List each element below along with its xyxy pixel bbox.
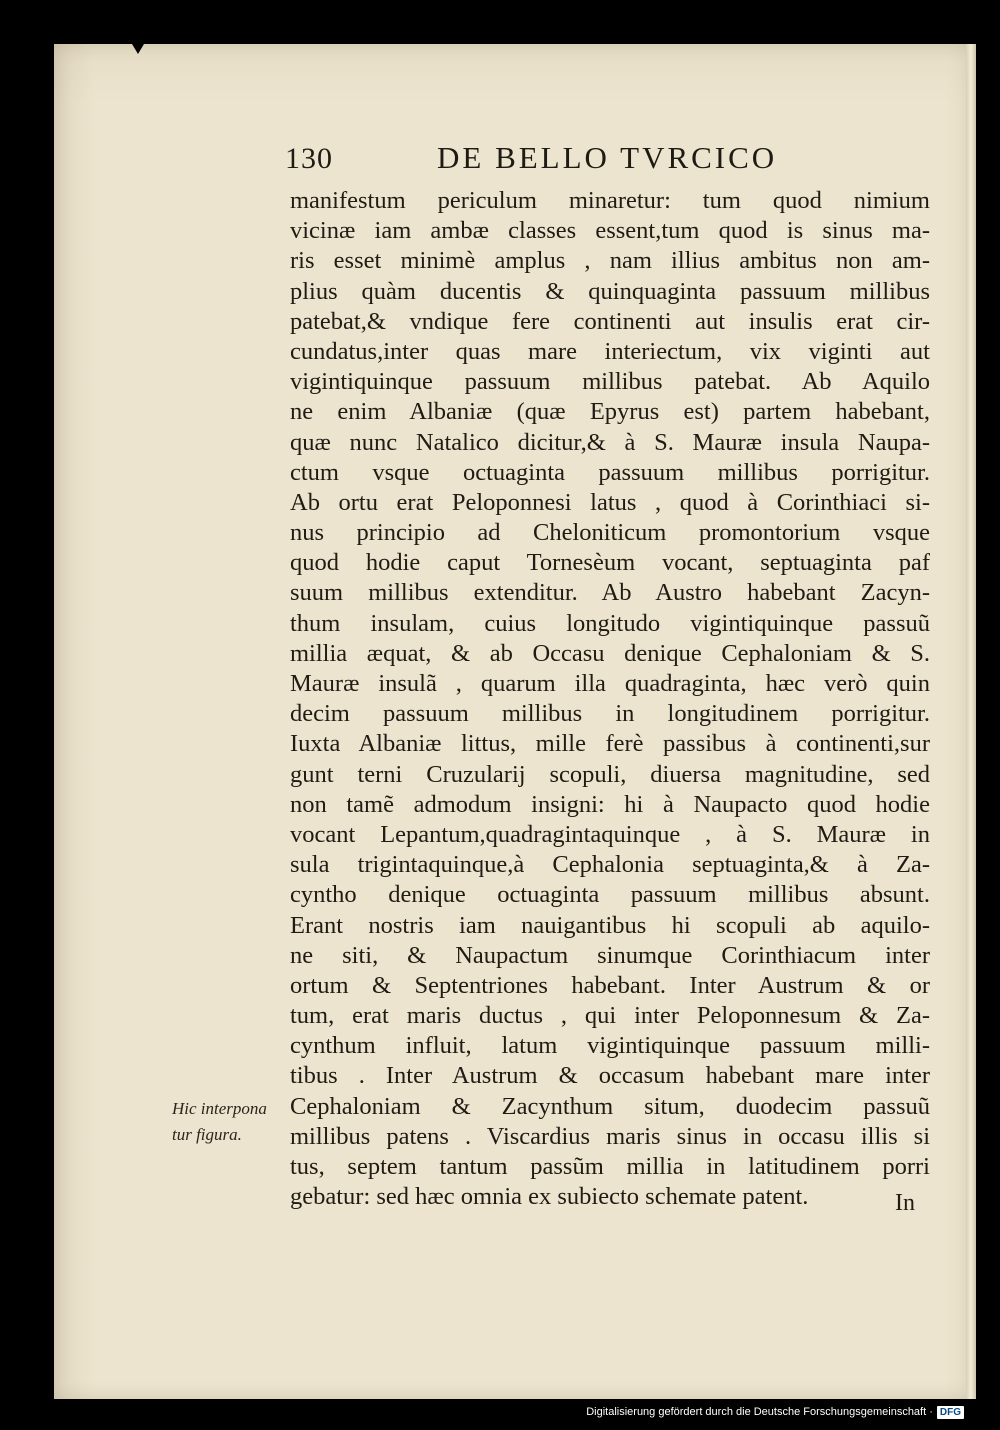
catchword: In <box>895 1190 915 1216</box>
text-line: Cephaloniam & Zacynthum situm, duodecim passuũ <box>290 1092 930 1120</box>
text-line: cyntho denique octuaginta passuum millibus absunt. <box>290 881 930 909</box>
text-line: vocant Lepantum,quadragintaquinque , à S. Mauræ in <box>290 820 930 848</box>
text-line: tum, erat maris ductus , qui inter Peloponnesum & Za- <box>290 1002 930 1030</box>
marginal-note <box>172 1096 292 1148</box>
text-line: cundatus,inter quas mare interiectum, vix viginti aut <box>290 337 930 365</box>
text-line: vigintiquinque passuum millibus patebat. Ab Aquilo <box>290 368 930 396</box>
text-line: tibus . Inter Austrum & occasum habebant mare inter <box>290 1062 930 1090</box>
text-line: gebatur: sed hæc omnia ex subiecto schemate patent. <box>290 1183 809 1211</box>
text-line: suum millibus extenditur. Ab Austro habebant Zacyn- <box>290 579 930 607</box>
text-line: decim passuum millibus in longitudinem porrigitur. <box>290 700 930 728</box>
text-line: non tamẽ admodum insigni: hi à Naupacto quod hodie <box>290 790 930 818</box>
dfg-logo-icon: DFG <box>937 1406 964 1419</box>
digitization-credit <box>586 1404 964 1420</box>
text-line: Mauræ insulã , quarum illa quadraginta, hæc verò quin <box>290 670 930 697</box>
marginal-note-line: tur figura. <box>172 1125 242 1144</box>
text-line: tus, septem tantum passũm millia in latitudinem porri <box>290 1153 930 1180</box>
page-number: 130 <box>285 142 333 175</box>
text-line: quæ nunc Natalico dicitur,& à S. Mauræ insula Naupa- <box>290 428 930 456</box>
text-line: millibus patens . Viscardius maris sinus in occasu illis si <box>290 1122 930 1150</box>
text-line: ris esset minimè amplus , nam illius ambitus non am- <box>290 247 930 275</box>
text-line: cynthum influit, latum vigintiquinque passuum milli- <box>290 1032 930 1060</box>
text-line: manifestum periculum minaretur: tum quod nimium <box>290 187 930 214</box>
body-text <box>290 186 930 1212</box>
corner-mark-icon <box>132 44 144 54</box>
page-header <box>285 140 805 180</box>
text-line: plius quàm ducentis & quinquaginta passuum millibus <box>290 277 930 305</box>
page-edge <box>966 44 976 1399</box>
text-line: millia æquat, & ab Occasu denique Cephaloniam & S. <box>290 639 930 667</box>
text-line: ne siti, & Naupactum sinumque Corinthiacum inter <box>290 941 930 969</box>
text-line: thum insulam, cuius longitudo vigintiquinque passuũ <box>290 609 930 637</box>
running-title: DE BELLO TVRCICO <box>437 140 778 175</box>
text-line: Iuxta Albaniæ littus, mille ferè passibus à continenti,sur <box>290 730 930 758</box>
text-line: Erant nostris iam nauigantibus hi scopuli ab aquilo- <box>290 911 930 939</box>
text-line: vicinæ iam ambæ classes essent,tum quod is sinus ma- <box>290 217 930 245</box>
text-line: ortum & Septentriones habebant. Inter Austrum & or <box>290 971 930 999</box>
text-line: ctum vsque octuaginta passuum millibus porrigitur. <box>290 458 930 486</box>
text-line: Ab ortu erat Peloponnesi latus , quod à Corinthiaci si- <box>290 488 930 516</box>
credit-text: Digitalisierung gefördert durch die Deutsche Forschungsgemeinschaft · <box>586 1406 933 1418</box>
text-line: gunt terni Cruzularij scopuli, diuersa magnitudine, sed <box>290 760 930 788</box>
marginal-note-line: Hic interpona <box>172 1099 267 1118</box>
text-line: nus principio ad Cheloniticum promontorium vsque <box>290 519 930 547</box>
text-line: ne enim Albaniæ (quæ Epyrus est) partem habebant, <box>290 398 930 426</box>
text-line: quod hodie caput Tornesèum vocant, septuaginta paf <box>290 549 930 577</box>
text-line: patebat,& vndique fere continenti aut insulis erat cir- <box>290 307 930 335</box>
text-line: sula trigintaquinque,à Cephalonia septuaginta,& à Za- <box>290 851 930 879</box>
